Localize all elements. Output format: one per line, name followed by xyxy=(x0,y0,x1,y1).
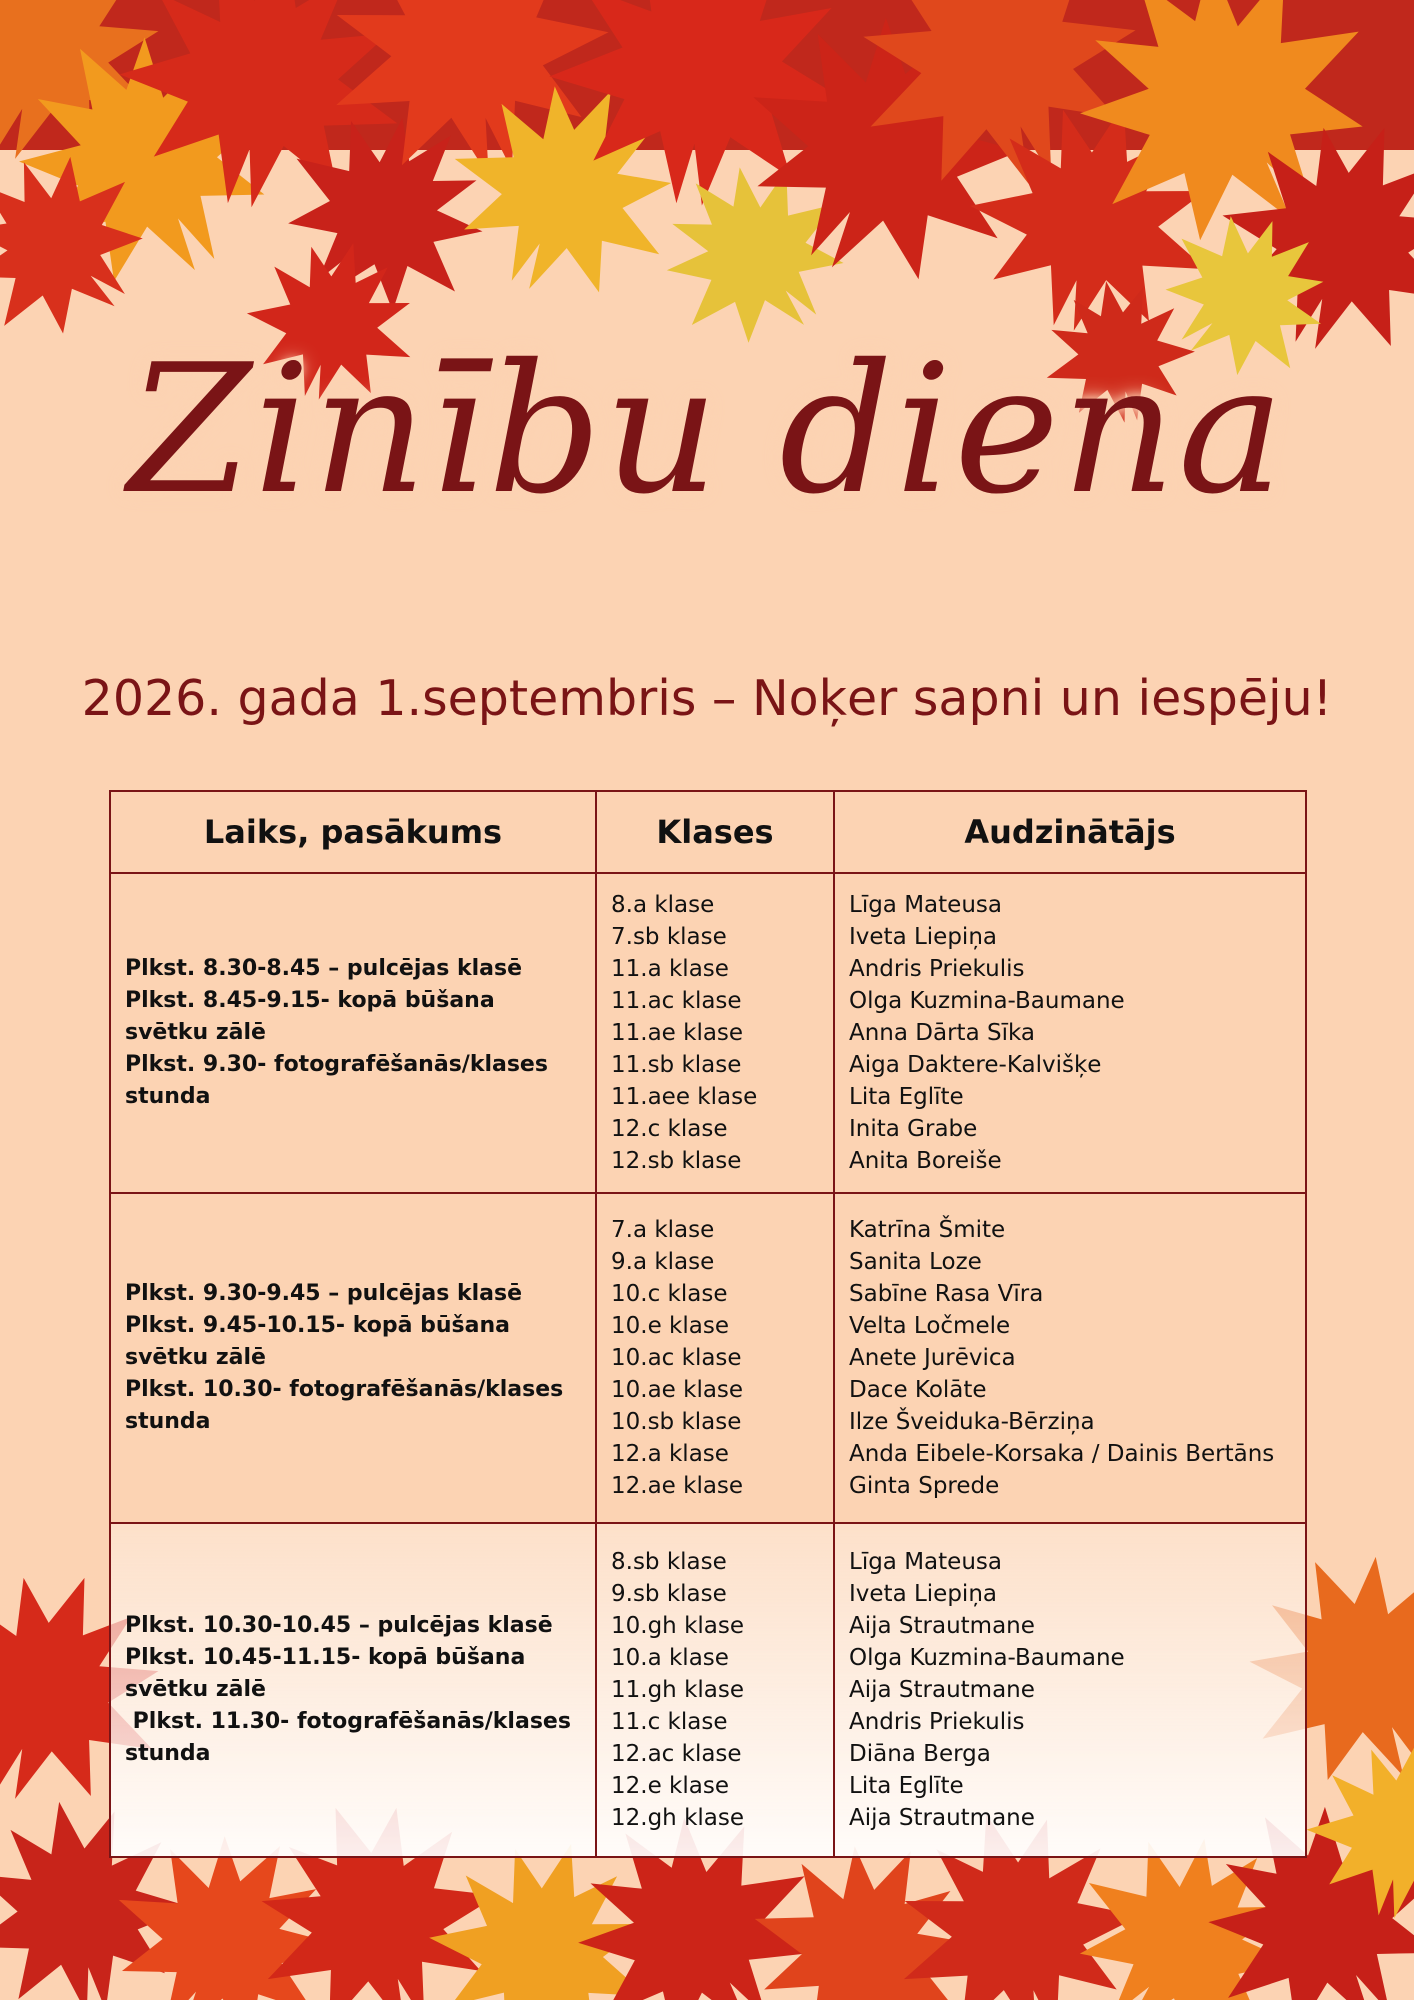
event-line: Plkst. 11.30- fotografēšanās/klases stunda xyxy=(125,1709,579,1766)
classes-cell xyxy=(596,1193,834,1523)
event-line: Plkst. 8.45-9.15- kopā būšana svētku zālē xyxy=(125,988,503,1045)
teacher-item: Katrīna Šmite xyxy=(849,1217,1006,1243)
class-item: 7.sb klase xyxy=(611,924,727,950)
table-header-row xyxy=(110,791,1306,873)
teacher-item: Andris Priekulis xyxy=(849,956,1025,982)
class-item: 12.ac klase xyxy=(611,1741,742,1767)
class-item: 11.sb klase xyxy=(611,1052,742,1078)
class-item: 7.a klase xyxy=(611,1217,715,1243)
class-item: 10.ac klase xyxy=(611,1345,742,1371)
teacher-item: Ginta Sprede xyxy=(849,1473,1000,1499)
class-item: 12.ae klase xyxy=(611,1473,744,1499)
header-classes: Klases xyxy=(596,791,834,873)
table-row xyxy=(110,873,1306,1193)
class-item: 12.sb klase xyxy=(611,1148,742,1174)
class-item: 10.gh klase xyxy=(611,1613,745,1639)
class-item: 11.c klase xyxy=(611,1709,728,1735)
page-subtitle: 2026. gada 1.septembris – Noķer sapni un iespēju! xyxy=(81,670,1333,727)
event-line: Plkst. 9.30-9.45 – pulcējas klasē xyxy=(125,1281,523,1306)
teacher-item: Līga Mateusa xyxy=(849,1549,1002,1575)
class-item: 9.a klase xyxy=(611,1249,715,1275)
teachers-cell xyxy=(834,1193,1306,1523)
class-item: 11.gh klase xyxy=(611,1677,745,1703)
teacher-item: Anita Boreiše xyxy=(849,1148,1002,1174)
teacher-item: Līga Mateusa xyxy=(849,892,1002,918)
class-item: 10.c klase xyxy=(611,1281,728,1307)
teacher-item: Olga Kuzmina-Baumane xyxy=(849,988,1125,1014)
header-time-event: Laiks, pasākums xyxy=(110,791,596,873)
class-item: 11.aee klase xyxy=(611,1084,758,1110)
class-item: 10.e klase xyxy=(611,1313,729,1339)
teacher-item: Aija Strautmane xyxy=(849,1613,1035,1639)
events-cell xyxy=(110,1193,596,1523)
event-line: Plkst. 10.30- fotografēšanās/klases stunda xyxy=(125,1377,571,1434)
class-item: 11.ae klase xyxy=(611,1020,744,1046)
class-item: 8.sb klase xyxy=(611,1549,727,1575)
class-item: 10.ae klase xyxy=(611,1377,744,1403)
teacher-item: Anete Jurēvica xyxy=(849,1345,1016,1371)
class-item: 9.sb klase xyxy=(611,1581,727,1607)
class-item: 12.gh klase xyxy=(611,1805,745,1831)
teacher-item: Olga Kuzmina-Baumane xyxy=(849,1645,1125,1671)
header-teacher: Audzinātājs xyxy=(834,791,1306,873)
teacher-item: Aija Strautmane xyxy=(849,1805,1035,1831)
teacher-item: Lita Eglīte xyxy=(849,1773,964,1799)
teacher-item: Anna Dārta Sīka xyxy=(849,1020,1035,1046)
teacher-item: Dace Kolāte xyxy=(849,1377,987,1403)
class-item: 11.a klase xyxy=(611,956,729,982)
event-line: Plkst. 10.45-11.15- kopā būšana svētku zālē xyxy=(125,1645,533,1702)
teacher-item: Sanita Loze xyxy=(849,1249,982,1275)
class-item: 10.sb klase xyxy=(611,1409,742,1435)
event-line: Plkst. 9.45-10.15- kopā būšana svētku zālē xyxy=(125,1313,518,1370)
teacher-item: Andris Priekulis xyxy=(849,1709,1025,1735)
class-item: 10.a klase xyxy=(611,1645,729,1671)
teacher-item: Aija Strautmane xyxy=(849,1677,1035,1703)
teacher-item: Inita Grabe xyxy=(849,1116,978,1142)
class-item: 12.c klase xyxy=(611,1116,728,1142)
event-line: Plkst. 10.30-10.45 – pulcējas klasē xyxy=(125,1613,553,1638)
classes-cell xyxy=(596,1523,834,1857)
teacher-item: Anda Eibele-Korsaka / Dainis Bertāns xyxy=(849,1441,1275,1467)
teachers-cell xyxy=(834,1523,1306,1857)
events-cell xyxy=(110,1523,596,1857)
class-item: 12.e klase xyxy=(611,1773,729,1799)
teachers-cell xyxy=(834,873,1306,1193)
teacher-item: Velta Ločmele xyxy=(849,1313,1011,1339)
teacher-item: Iveta Liepiņa xyxy=(849,1581,997,1607)
event-line: Plkst. 9.30- fotografēšanās/klases stunda xyxy=(125,1052,556,1109)
class-item: 12.a klase xyxy=(611,1441,729,1467)
event-line: Plkst. 8.30-8.45 – pulcējas klasē xyxy=(125,956,523,981)
teacher-item: Iveta Liepiņa xyxy=(849,924,997,950)
classes-cell xyxy=(596,873,834,1193)
teacher-item: Ilze Šveiduka-Bērziņa xyxy=(849,1409,1095,1435)
teacher-item: Diāna Berga xyxy=(849,1741,991,1767)
teacher-item: Sabīne Rasa Vīra xyxy=(849,1281,1044,1307)
teacher-item: Aiga Daktere-Kalvišķe xyxy=(849,1052,1102,1078)
class-item: 11.ac klase xyxy=(611,988,742,1014)
table-row xyxy=(110,1193,1306,1523)
table-row xyxy=(110,1523,1306,1857)
schedule-table xyxy=(109,790,1307,1858)
class-item: 8.a klase xyxy=(611,892,715,918)
page-title: Zinību diena xyxy=(127,326,1287,533)
teacher-item: Lita Eglīte xyxy=(849,1084,964,1110)
events-cell xyxy=(110,873,596,1193)
